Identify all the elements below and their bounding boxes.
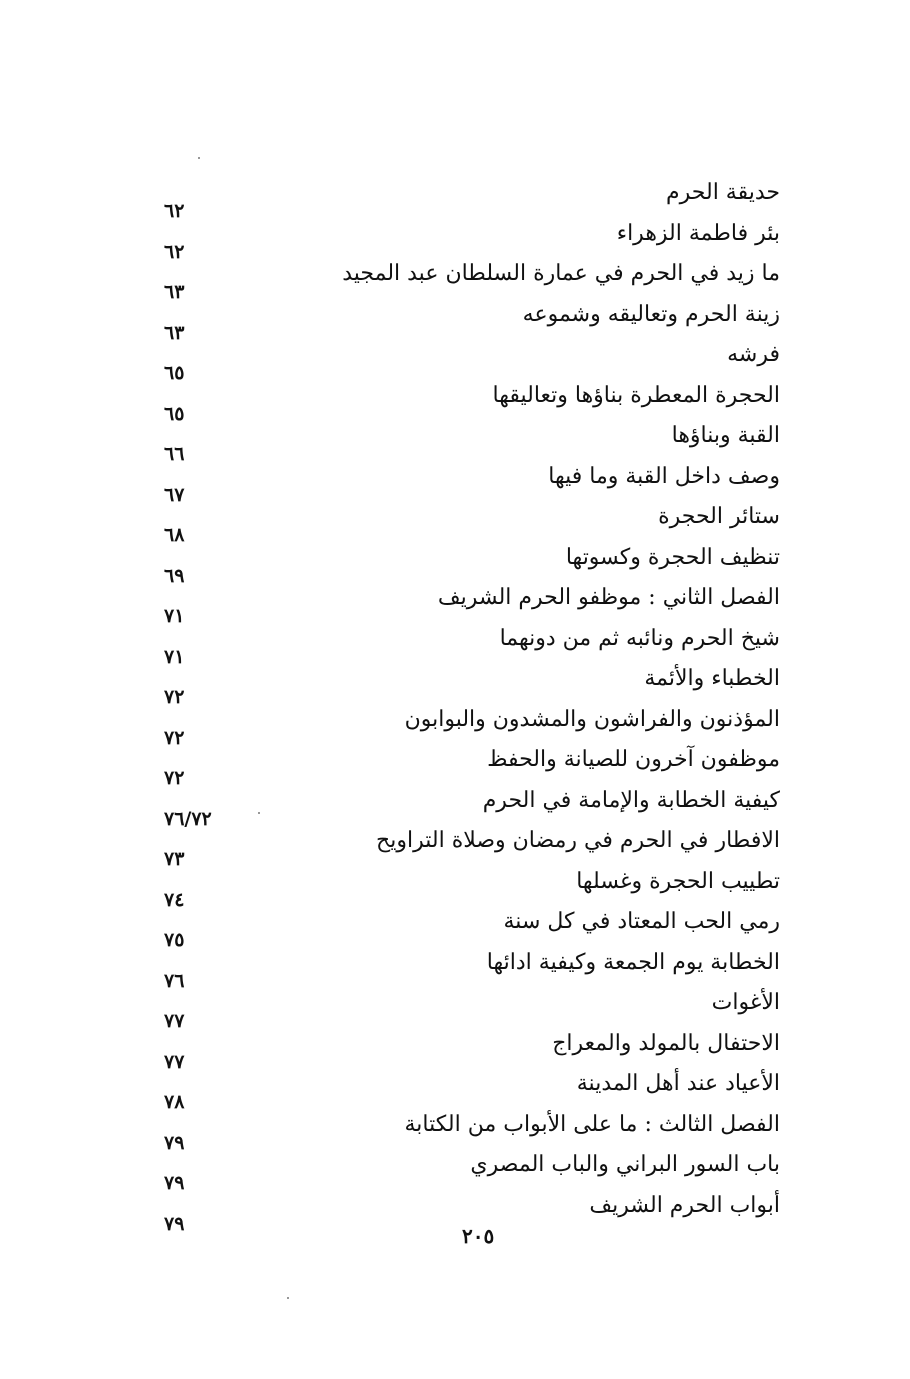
toc-entry-title: فرشه (727, 342, 780, 367)
scan-speck (198, 157, 200, 159)
toc-entry-page: ٧٤ (164, 888, 185, 911)
toc-entry (160, 340, 800, 384)
toc-entry (160, 907, 800, 951)
toc-entry (160, 178, 800, 222)
toc-entry-page: ٧٦ (164, 969, 185, 992)
toc-entry (160, 502, 800, 546)
toc-entry (160, 826, 800, 870)
scan-speck (258, 812, 260, 814)
toc-entry-page: ٧٧ (164, 1010, 185, 1032)
scan-speck (287, 1297, 289, 1299)
toc-entry-page: ٧٢ (164, 767, 185, 789)
toc-entry-page: ٧٩ (164, 1212, 185, 1235)
toc-entry-title: المؤذنون والفراشون والمشدون والبوابون (404, 706, 780, 732)
toc-entry-page: ٧٧ (164, 1050, 185, 1073)
toc-entry-title: كيفية الخطابة والإمامة في الحرم (482, 787, 780, 813)
toc-entry-title: ستائر الحجرة (658, 504, 780, 529)
toc-entry (160, 988, 800, 1032)
page-number: ٢٠٥ (462, 1224, 495, 1248)
toc-entry (160, 664, 800, 708)
toc-entry (160, 786, 800, 830)
toc-entry-title: القبة وبناؤها (671, 423, 780, 448)
toc-entry (160, 745, 800, 789)
toc-entry-title: الفصل الثاني : موظفو الحرم الشريف (437, 585, 780, 610)
toc-entry-page: ٦٩ (164, 564, 185, 587)
toc-entry (160, 948, 800, 992)
toc-entry-title: بئر فاطمة الزهراء (616, 220, 780, 246)
toc-entry-title: الأغوات (711, 990, 780, 1015)
toc-entry (160, 1029, 800, 1073)
toc-entry (160, 462, 800, 506)
toc-entry-title: باب السور البراني والباب المصري (470, 1152, 780, 1177)
toc-entry-title: الاحتفال بالمولد والمعراج (552, 1030, 780, 1056)
toc-entry-title: الفصل الثالث : ما على الأبواب من الكتابة (404, 1111, 780, 1137)
toc-entry-page: ٧٢ (164, 686, 185, 708)
toc-entry-page: ٧٩ (164, 1172, 185, 1194)
toc-entry (160, 421, 800, 465)
toc-entry-page: ٦٢ (164, 240, 185, 263)
toc-entry-title: رمي الحب المعتاد في كل سنة (503, 909, 780, 934)
toc-entry (160, 543, 800, 587)
toc-entry-title: وصف داخل القبة وما فيها (548, 463, 780, 489)
toc-entry-page: ٦٣ (164, 281, 185, 303)
toc-entry-page: ٦٦ (164, 443, 185, 465)
toc-entry (160, 259, 800, 303)
toc-entry-page: ٧٦/٧٢ (164, 807, 212, 830)
toc-entry (160, 300, 800, 344)
toc-entry-page: ٦٣ (164, 321, 185, 344)
toc-entry-page: ٦٧ (164, 483, 185, 506)
toc-entry-title: حديقة الحرم (666, 180, 780, 205)
toc-entry-page: ٧١ (164, 605, 185, 627)
toc-entry (160, 381, 800, 425)
toc-entry (160, 1110, 800, 1154)
toc-entry-title: زينة الحرم وتعاليقه وشموعه (522, 301, 780, 327)
toc-entry-page: ٧٩ (164, 1131, 185, 1154)
toc-entry-title: الأعياد عند أهل المدينة (576, 1071, 780, 1096)
toc-entry-title: أبواب الحرم الشريف (589, 1192, 780, 1218)
toc-entry (160, 705, 800, 749)
toc-entry-page: ٦٢ (164, 200, 185, 222)
toc-entry-title: موظفون آخرون للصيانة والحفظ (487, 747, 780, 772)
toc-entry-title: الافطار في الحرم في رمضان وصلاة التراويح (376, 828, 780, 853)
toc-entry (160, 1069, 800, 1113)
toc-entry-page: ٧٣ (164, 848, 185, 870)
toc-entry-page: ٦٥ (164, 362, 185, 384)
toc-entry-title: شيخ الحرم ونائبه ثم من دونهما (499, 625, 780, 651)
toc-entry (160, 219, 800, 263)
toc-entry-page: ٧٢ (164, 726, 185, 749)
toc-entry-page: ٧١ (164, 645, 185, 668)
toc-entry (160, 624, 800, 668)
toc-entry (160, 1150, 800, 1194)
toc-entry (160, 583, 800, 627)
toc-entry-title: تطييب الحجرة وغسلها (576, 868, 780, 894)
toc-entry-page: ٧٨ (164, 1091, 185, 1113)
table-of-contents (160, 178, 800, 1235)
toc-entry-page: ٦٨ (164, 524, 185, 546)
toc-entry (160, 867, 800, 911)
toc-entry-page: ٦٥ (164, 402, 185, 425)
toc-entry-title: الخطابة يوم الجمعة وكيفية ادائها (486, 949, 780, 975)
toc-entry-title: ما زيد في الحرم في عمارة السلطان عبد المجيد (342, 261, 780, 286)
toc-entry-title: الحجرة المعطرة بناؤها وتعاليقها (492, 382, 780, 408)
toc-entry-page: ٧٥ (164, 929, 185, 951)
toc-entry-title: الخطباء والأئمة (644, 666, 780, 691)
toc-entry-title: تنظيف الحجرة وكسوتها (565, 544, 780, 570)
